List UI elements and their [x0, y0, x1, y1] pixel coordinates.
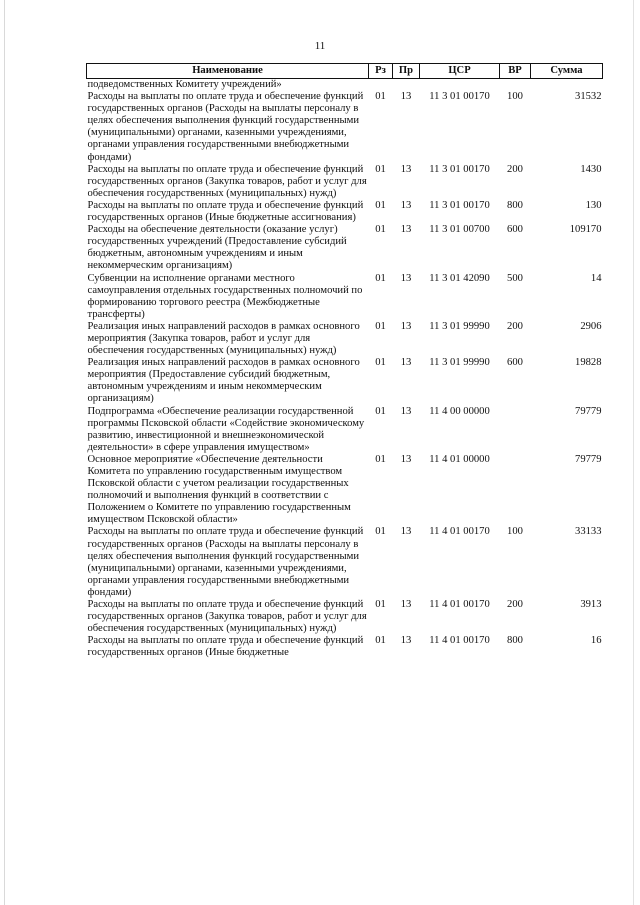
- row-vr: 200: [507, 320, 523, 332]
- row-csr: 11 3 01 00170: [429, 199, 490, 211]
- row-sum: 33133: [575, 526, 602, 538]
- row-csr: 11 3 01 00700: [429, 224, 490, 236]
- header-rz: Рз: [369, 64, 393, 79]
- row-pr: 13: [400, 357, 412, 369]
- row-name: Основное мероприятие «Обеспечение деятельности Комитета по управлению государственным имуществом Псковской области с учетом реализации государственных полномочий и выполнения функций в соответствии с Положением о Комитете по управлению государственным имуществом Псковской области»: [87, 453, 351, 526]
- row-name: Субвенции на исполнение органами местного самоуправления отдельных государственных полномочий по формированию торгового реестра (Межбюджетные трансферты): [87, 272, 363, 320]
- row-vr: 600: [507, 357, 523, 369]
- row-sum: 3913: [580, 599, 602, 611]
- row-vr: 800: [507, 199, 523, 211]
- row-pr: 13: [400, 405, 412, 417]
- table-row: [87, 599, 603, 635]
- row-sum: 31532: [575, 91, 602, 103]
- row-name: Расходы на обеспечение деятельности (оказание услуг) государственных учреждений (Предоставление субсидий бюджетным, автономным учреждениям и иным некоммерческим организациям): [87, 224, 347, 272]
- row-csr: 11 3 01 42090: [429, 272, 490, 284]
- header-csr: ЦСР: [420, 64, 500, 79]
- row-name: Реализация иных направлений расходов в рамках основного мероприятия (Предоставление субсидий бюджетным, автономным учреждениям и иным некоммерческим организациям): [87, 357, 360, 405]
- row-csr: 11 4 01 00170: [429, 526, 490, 538]
- row-rz: 01: [375, 453, 386, 465]
- row-sum: 79779: [575, 405, 602, 417]
- row-csr: 11 3 01 99990: [429, 320, 490, 332]
- table-row: [87, 357, 603, 405]
- row-vr: [500, 454, 531, 527]
- table-row: [87, 273, 603, 321]
- row-vr: 600: [507, 224, 523, 236]
- row-rz: 01: [375, 635, 386, 647]
- row-name: Реализация иных направлений расходов в рамках основного мероприятия (Закупка товаров, работ и услуг для обеспечения государственных (муниципальных) нужд): [87, 320, 360, 357]
- scan-edge-right: [633, 0, 634, 905]
- row-rz: 01: [375, 357, 386, 369]
- table-row: [87, 200, 603, 224]
- row-csr: 11 4 00 00000: [429, 405, 490, 417]
- header-vr: ВР: [500, 64, 531, 79]
- header-sum: Сумма: [531, 64, 603, 79]
- scan-edge-left: [4, 0, 5, 905]
- row-sum: 109170: [569, 224, 602, 236]
- row-rz: 01: [375, 199, 386, 211]
- row-pr: 13: [400, 453, 412, 465]
- row-pr: 13: [400, 599, 412, 611]
- row-rz: 01: [375, 272, 386, 284]
- row-vr: 800: [507, 635, 523, 647]
- row-rz: 01: [375, 320, 386, 332]
- row-name: Подпрограмма «Обеспечение реализации государственной программы Псковской области «Содействие экономическому развитию, инвестиционной и внешнеэкономической деятельности» в сфере управления имуществом»: [87, 405, 365, 453]
- row-vr: [500, 406, 531, 454]
- table-row-continuation: [87, 79, 603, 92]
- table-row: [87, 224, 603, 272]
- row-pr: 13: [400, 199, 412, 211]
- table-row: [87, 406, 603, 454]
- row-rz: 01: [375, 405, 386, 417]
- table-row: [87, 164, 603, 200]
- row-rz: 01: [375, 163, 386, 175]
- row-vr: 500: [507, 272, 523, 284]
- row-csr: 11 4 01 00170: [429, 599, 490, 611]
- budget-table: [86, 63, 603, 660]
- table-row: [87, 321, 603, 357]
- table-row: [87, 91, 603, 164]
- row-name: Расходы на выплаты по оплате труда и обеспечение функций государственных органов (Закупка товаров, работ и услуг для обеспечения государственных (муниципальных) нужд): [87, 599, 367, 635]
- row-pr: 13: [400, 526, 412, 538]
- row-rz: 01: [375, 599, 386, 611]
- row-name: Расходы на выплаты по оплате труда и обеспечение функций государственных органов (Расходы на выплаты персоналу в целях обеспечения выполнения функций государственными (муниципальными) органами, казенными учреждениями, органами управления государственными внебюджетными фондами): [87, 526, 364, 598]
- row-rz: 01: [375, 91, 386, 103]
- row-vr: 100: [507, 526, 523, 538]
- row-csr: 11 3 01 00170: [429, 163, 490, 175]
- table-row: [87, 454, 603, 527]
- row-sum: 2906: [580, 320, 602, 332]
- page-number: 11: [314, 40, 326, 52]
- row-name: Расходы на выплаты по оплате труда и обеспечение функций государственных органов (Иные бюджетные ассигнования): [87, 199, 364, 224]
- row-pr: 13: [400, 272, 412, 284]
- row-sum: 19828: [575, 357, 602, 369]
- row-name: Расходы на выплаты по оплате труда и обеспечение функций государственных органов (Закупка товаров, работ и услуг для обеспечения государственных (муниципальных) нужд): [87, 163, 367, 199]
- row-sum: 79779: [575, 453, 602, 465]
- row-vr: 200: [507, 163, 523, 175]
- table-row: [87, 635, 603, 659]
- header-pr: Пр: [393, 64, 420, 79]
- header-name: Наименование: [87, 64, 369, 79]
- row-name: Расходы на выплаты по оплате труда и обеспечение функций государственных органов (Расходы на выплаты персоналу в целях обеспечения выполнения функций государственными (муниципальными) органами, казенными учреждениями, органами управления государственными внебюджетными фондами): [87, 91, 364, 163]
- row-pr: 13: [400, 320, 412, 332]
- row-rz: 01: [375, 224, 386, 236]
- row-name: Расходы на выплаты по оплате труда и обеспечение функций государственных органов (Иные бюджетные: [87, 635, 364, 659]
- row-sum: 130: [585, 199, 602, 211]
- row-vr: 100: [507, 91, 523, 103]
- row-name: подведомственных Комитету учреждений»: [87, 79, 282, 90]
- row-sum: 14: [590, 272, 602, 284]
- row-pr: 13: [400, 635, 412, 647]
- row-pr: 13: [400, 91, 412, 103]
- row-rz: 01: [375, 526, 386, 538]
- row-csr: 11 3 01 00170: [429, 91, 490, 103]
- table-header-row: [87, 64, 603, 79]
- row-sum: 16: [590, 635, 602, 647]
- table-body: [87, 79, 603, 660]
- row-pr: 13: [400, 224, 412, 236]
- row-pr: 13: [400, 163, 412, 175]
- row-sum: 1430: [580, 163, 602, 175]
- row-vr: 200: [507, 599, 523, 611]
- row-csr: 11 4 01 00170: [429, 635, 490, 647]
- row-csr: 11 4 01 00000: [429, 453, 490, 465]
- table-row: [87, 526, 603, 599]
- row-csr: 11 3 01 99990: [429, 357, 490, 369]
